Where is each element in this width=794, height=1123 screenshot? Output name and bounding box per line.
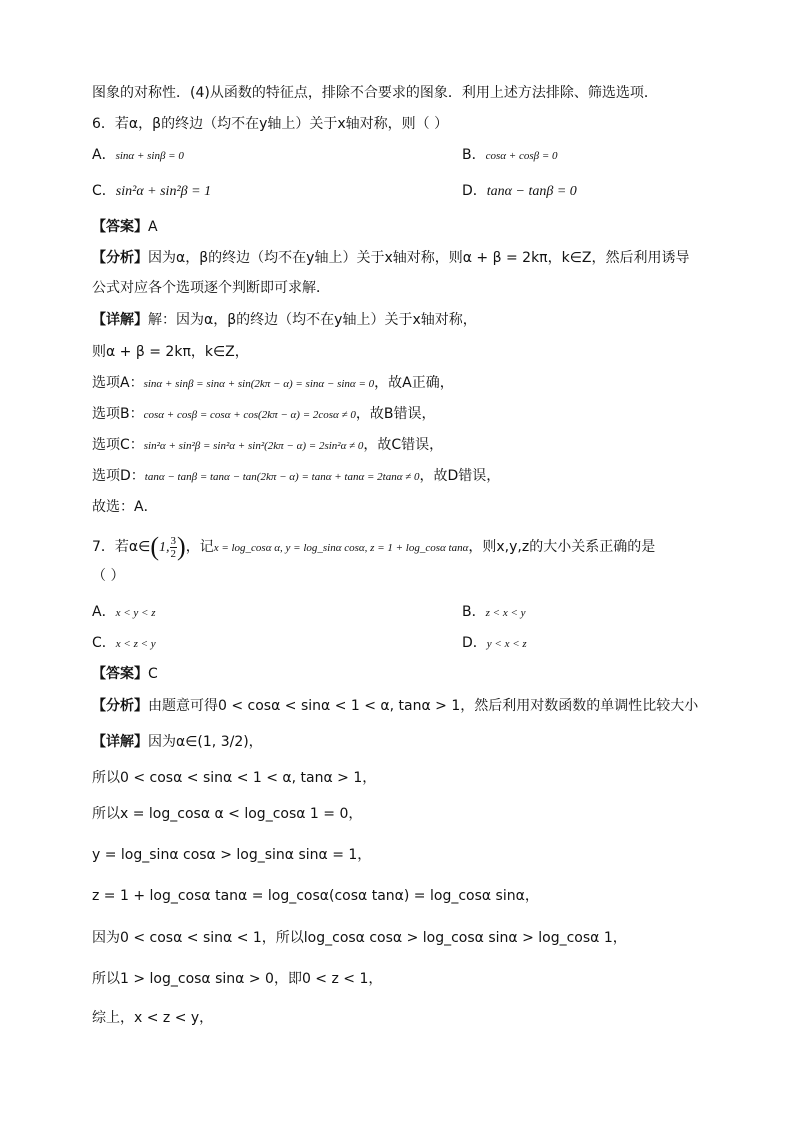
option-d: D．tanα − tanβ = 0 bbox=[462, 183, 577, 199]
question-6-option-c-check: 选项C：sin²α + sin²β = sin²α + sin²(2kπ − α) = 2sin²α ≠ 0，故C错误， bbox=[92, 437, 444, 453]
question-6-option-a-check: 选项A：sinα + sinβ = sinα + sin(2kπ − α) = sinα − sinα = 0，故A正确， bbox=[92, 375, 454, 391]
question-6-options-row-2 bbox=[92, 181, 754, 202]
question-6-option-b-check: 选项B：cosα + cosβ = cosα + cos(2kπ − α) = 2cosα ≠ 0，故B错误， bbox=[92, 406, 436, 422]
option-c-label: C． bbox=[92, 183, 116, 199]
question-7-step-4: z = 1 + log_cosα tanα = log_cosα(cosα tanα) = log_cosα sinα， bbox=[92, 888, 539, 904]
question-7-answer: 【答案】C bbox=[92, 666, 158, 682]
question-7-step-1: 所以0 < cosα < sinα < 1 < α, tanα > 1， bbox=[92, 770, 377, 786]
question-6-stem: 6．若α，β的终边（均不在y轴上）关于x轴对称，则（ ） bbox=[92, 116, 449, 132]
question-6-choose: 故选：A． bbox=[92, 499, 158, 515]
question-7-analysis: 【分析】由题意可得0 < cosα < sinα < 1 < α, tanα > 1，然后利用对数函数的单调性比较大小 bbox=[92, 698, 699, 714]
question-6-detail: 【详解】解：因为α，β的终边（均不在y轴上）关于x轴对称， bbox=[92, 312, 477, 328]
question-6-analysis: 【分析】因为α，β的终边（均不在y轴上）关于x轴对称，则α + β = 2kπ，k∈Z，然后利用诱导 bbox=[92, 250, 690, 266]
question-6-option-d-check: 选项D：tanα − tanβ = tanα − tan(2kπ − α) = tanα + tanα = 2tanα ≠ 0，故D错误， bbox=[92, 468, 501, 484]
question-7-detail: 【详解】因为α∈(1, 3/2)， bbox=[92, 734, 263, 750]
text-line: 图象的对称性．(4)从函数的特征点，排除不合要求的图象．利用上述方法排除、筛选选项． bbox=[92, 85, 658, 101]
question-7-stem: 7．若α∈(1, $\frac{3}{2}$ )，记x = log_cosα α, y = log_sinα cosα, z = 1 + log_cosα tanα，则x,y,z的大小关系正确的是 bbox=[92, 532, 656, 561]
question-6-options-row-1 bbox=[92, 145, 754, 166]
option-a-text: sinα + sinβ = 0 bbox=[115, 150, 184, 162]
question-7-paren: （ ） bbox=[92, 568, 125, 584]
option-b: B．cosα + cosβ = 0 bbox=[462, 147, 558, 163]
question-7-step-3: y = log_sinα cosα > log_sinα sinα = 1， bbox=[92, 847, 372, 863]
question-7-step-2: 所以x = log_cosα α < log_cosα 1 = 0， bbox=[92, 806, 363, 822]
question-7-options-row-1: A．x < y < z B．z < x < y bbox=[92, 604, 526, 620]
question-7-step-5: 因为0 < cosα < sinα < 1，所以log_cosα cosα > log_cosα sinα > log_cosα 1， bbox=[92, 930, 627, 946]
question-7-step-7: 综上，x < z < y， bbox=[92, 1010, 214, 1026]
question-6-analysis-cont: 公式对应各个选项逐个判断即可求解． bbox=[92, 280, 330, 296]
question-6-answer: 【答案】A bbox=[92, 219, 158, 235]
fraction: $\frac{3}{2}$ bbox=[170, 534, 177, 560]
option-a-label: A． bbox=[92, 147, 116, 163]
question-6-detail-2: 则α + β = 2kπ，k∈Z， bbox=[92, 344, 249, 360]
question-7-step-6: 所以1 > log_cosα sinα > 0，即0 < z < 1， bbox=[92, 971, 383, 987]
question-7-options-row-2: C．x < z < y D．y < x < z bbox=[92, 635, 527, 651]
option-c-text: sin²α + sin²β = 1 bbox=[115, 184, 212, 199]
